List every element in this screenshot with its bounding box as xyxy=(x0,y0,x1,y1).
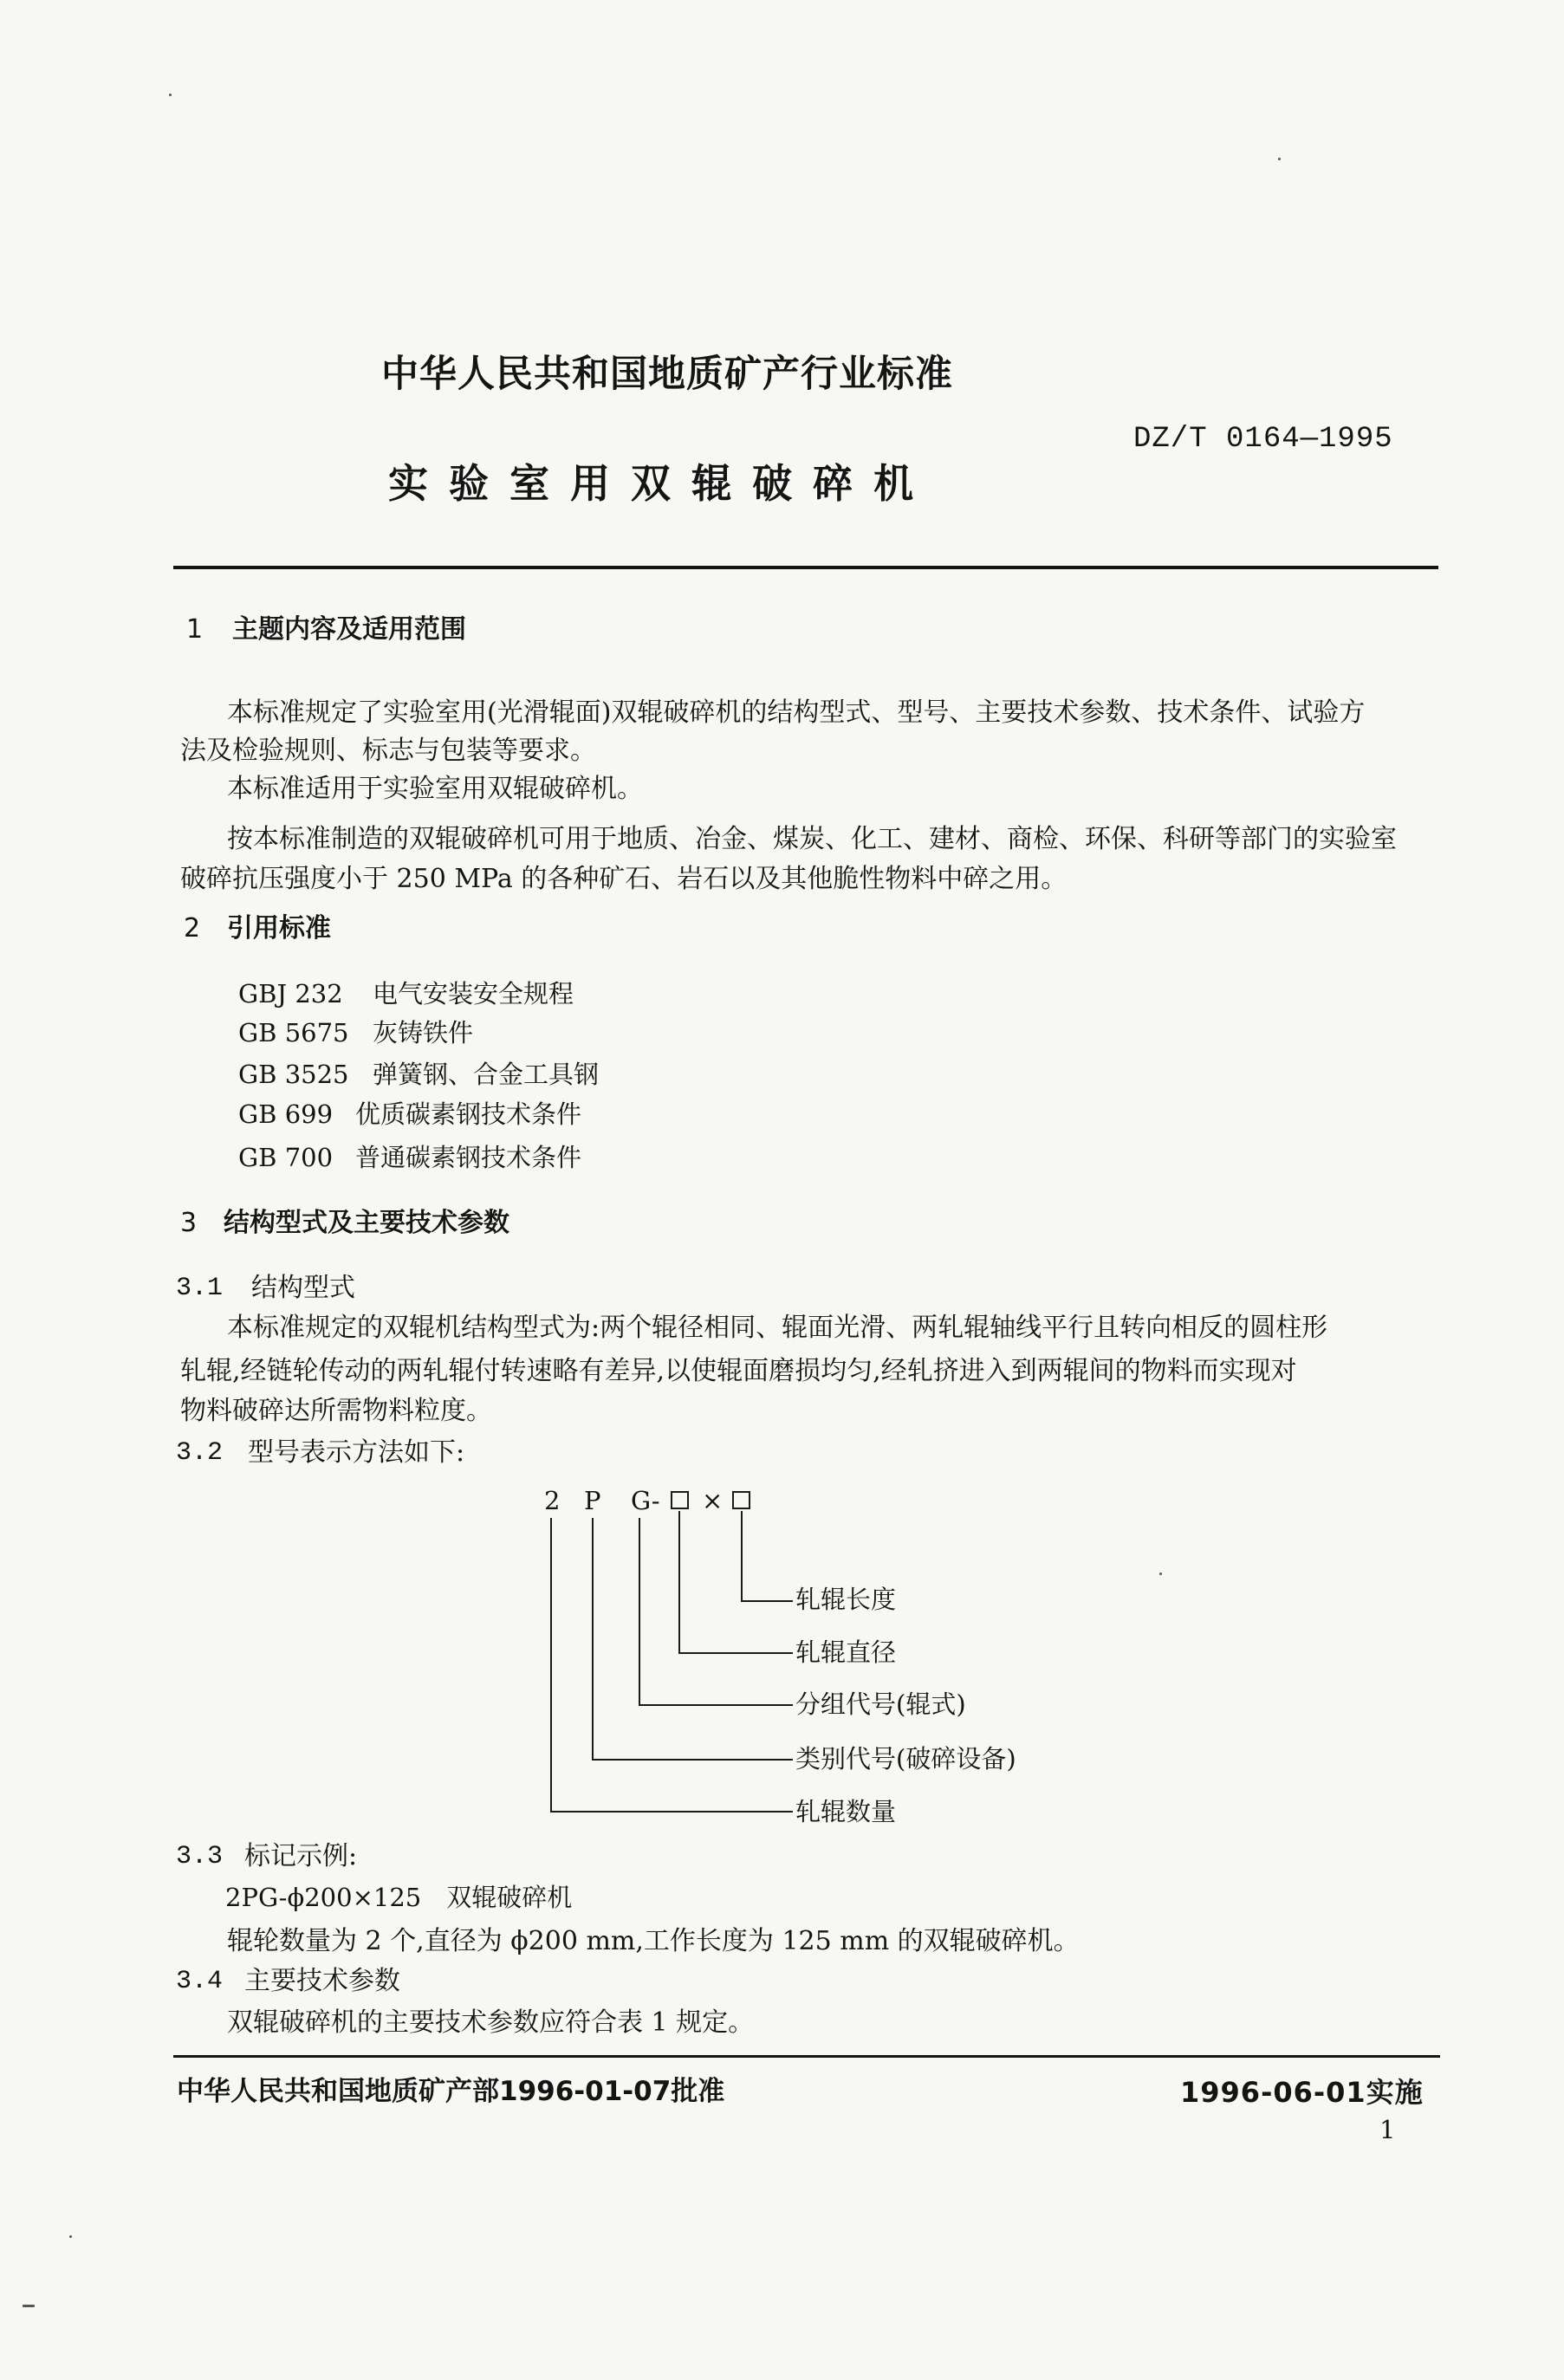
model-char-roller-count: 2 xyxy=(544,1486,561,1515)
section-1-para2: 本标准适用于实验室用双辊破碎机。 xyxy=(227,774,643,804)
ref-code: GBJ 232 xyxy=(238,979,343,1008)
scan-speck xyxy=(23,2305,35,2307)
section-3-heading: 结构型式及主要技术参数 xyxy=(224,1208,509,1238)
model-char-category: P xyxy=(584,1486,601,1515)
ref-title: 优质碳素钢技术条件 xyxy=(355,1099,582,1129)
diameter-placeholder-box xyxy=(671,1491,689,1509)
section-3-2-title: 型号表示方法如下: xyxy=(248,1437,465,1468)
footer-divider xyxy=(173,2055,1440,2058)
ref-title: 弹簧钢、合金工具钢 xyxy=(373,1060,600,1089)
leader-line xyxy=(741,1511,743,1602)
model-times-sign: × xyxy=(702,1486,724,1515)
leader-line xyxy=(639,1704,793,1706)
section-2-number: 2 xyxy=(184,913,201,944)
section-1-para3-line1: 按本标准制造的双辊破碎机可用于地质、冶金、煤炭、化工、建材、商检、环保、科研等部门的实验室 xyxy=(227,824,1397,854)
scan-speck xyxy=(69,2235,72,2238)
section-1-para1-line1: 本标准规定了实验室用(光滑辊面)双辊破碎机的结构型式、型号、主要技术参数、技术条件、试验方 xyxy=(227,697,1366,728)
ref-title: 普通碳素钢技术条件 xyxy=(355,1143,582,1172)
ref-title: 电气安装安全规程 xyxy=(373,979,574,1008)
section-1-para1-line2: 法及检验规则、标志与包装等要求。 xyxy=(180,736,596,766)
leader-line xyxy=(550,1811,793,1813)
ref-title: 灰铸铁件 xyxy=(373,1018,474,1047)
section-3-3-number: 3.3 xyxy=(176,1842,224,1871)
section-3-4-text: 双辊破碎机的主要技术参数应符合表 1 规定。 xyxy=(227,2007,755,2038)
label-group-code: 分组代号(辊式) xyxy=(795,1689,966,1719)
ref-code: GB 700 xyxy=(238,1143,334,1172)
ref-code: GB 5675 xyxy=(238,1018,349,1047)
ref-code: GB 3525 xyxy=(238,1060,349,1089)
leader-line xyxy=(592,1518,594,1761)
leader-line xyxy=(678,1511,680,1654)
label-roller-count: 轧辊数量 xyxy=(795,1797,897,1826)
section-3-3-title: 标记示例: xyxy=(244,1841,358,1871)
page-number: 1 xyxy=(1379,2115,1396,2144)
label-category-code: 类别代号(破碎设备) xyxy=(795,1744,1016,1774)
approval-line: 中华人民共和国地质矿产部1996-01-07批准 xyxy=(177,2076,725,2107)
marking-example-description: 辊轮数量为 2 个,直径为 ϕ200 mm,工作长度为 125 mm 的双辊破碎机。 xyxy=(227,1926,1080,1956)
effective-date: 1996-06-01实施 xyxy=(1180,2076,1424,2109)
section-2-heading: 引用标准 xyxy=(227,913,331,944)
section-3-2-number: 3.2 xyxy=(176,1438,224,1468)
section-1-heading: 主题内容及适用范围 xyxy=(232,614,466,645)
section-3-1-line1: 本标准规定的双辊机结构型式为:两个辊径相同、辊面光滑、两轧辊轴线平行且转向相反的圆柱形 xyxy=(227,1313,1328,1343)
length-placeholder-box xyxy=(732,1491,750,1509)
section-1-number: 1 xyxy=(186,614,204,645)
model-char-group: G- xyxy=(631,1486,660,1515)
section-3-1-title: 结构型式 xyxy=(251,1273,355,1303)
marking-example: 2PG-ϕ200×125 双辊破碎机 xyxy=(225,1883,573,1912)
label-roller-diameter: 轧辊直径 xyxy=(795,1637,897,1667)
header-divider xyxy=(173,566,1438,569)
leader-line xyxy=(639,1518,640,1706)
ref-code: GB 699 xyxy=(238,1099,334,1129)
scan-speck xyxy=(1159,1573,1162,1575)
document-title: 实 验 室 用 双 辊 破 碎 机 xyxy=(388,460,918,507)
leader-line xyxy=(550,1518,552,1813)
leader-line xyxy=(741,1600,793,1602)
section-3-1-line3: 物料破碎达所需物料粒度。 xyxy=(180,1396,492,1426)
section-3-number: 3 xyxy=(180,1208,198,1238)
scan-speck xyxy=(1278,158,1281,160)
document-number: DZ/T 0164—1995 xyxy=(1133,423,1393,456)
section-3-1-number: 3.1 xyxy=(176,1274,224,1303)
label-roller-length: 轧辊长度 xyxy=(795,1585,897,1614)
leader-line xyxy=(592,1759,793,1761)
section-1-para3-line2: 破碎抗压强度小于 250 MPa 的各种矿石、岩石以及其他脆性物料中碎之用。 xyxy=(180,864,1068,894)
scan-speck xyxy=(169,94,172,96)
section-3-4-title: 主要技术参数 xyxy=(244,1966,400,1996)
section-3-4-number: 3.4 xyxy=(176,1967,224,1996)
org-title: 中华人民共和国地质矿产行业标准 xyxy=(381,353,953,396)
section-3-1-line2: 轧辊,经链轮传动的两轧辊付转速略有差异,以使辊面磨损均匀,经轧挤进入到两辊间的物料而实现对 xyxy=(180,1356,1297,1386)
leader-line xyxy=(678,1652,793,1654)
